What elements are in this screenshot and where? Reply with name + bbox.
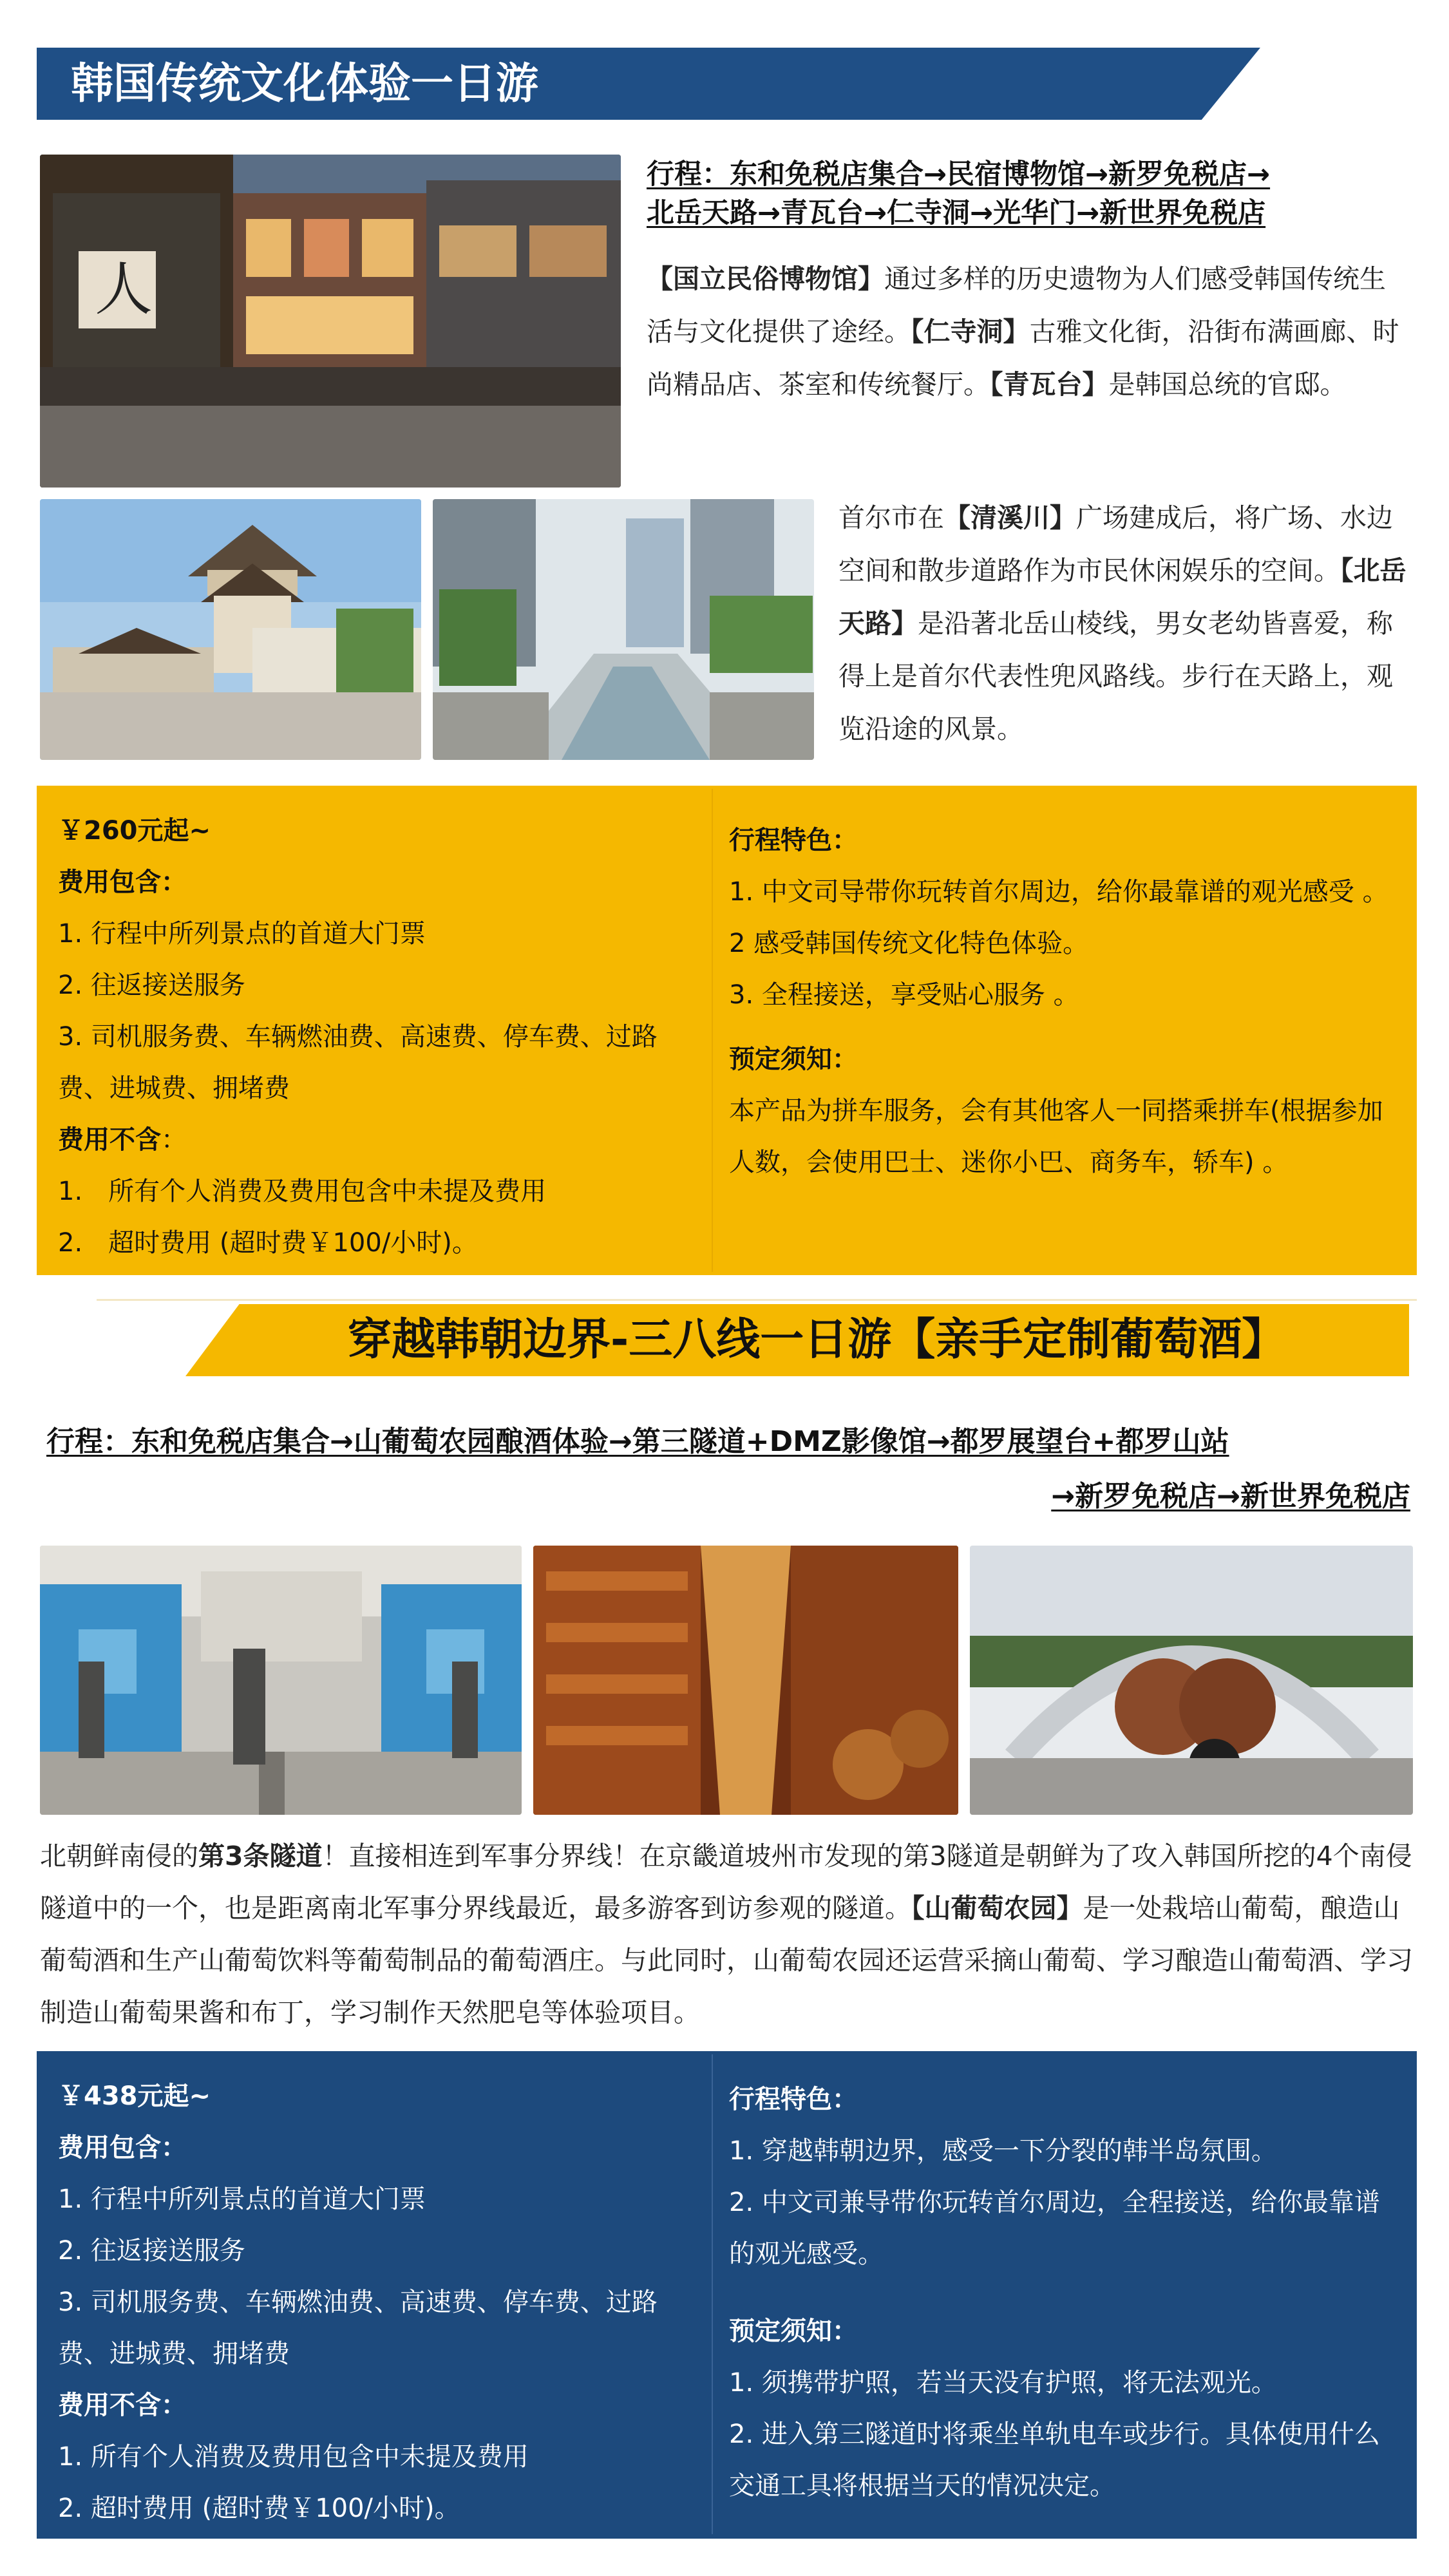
section1-features-title: 行程特色： (729, 826, 858, 855)
intro2-text-a: 首尔市在 (838, 502, 944, 533)
intro2-bugak-skyway: 【北岳天路】 (838, 555, 1406, 639)
section2-include-item: 3. 司机服务费、车辆燃油费、高速费、停车费、过路费、进城费、拥堵费 (58, 2287, 658, 2369)
section2-divider (712, 2054, 713, 2534)
photo-third-tunnel-sculpture (970, 1546, 1413, 1815)
section1-title: 韩国传统文化体验一日游 (71, 59, 538, 108)
section2-top-rule (97, 1299, 1417, 1301)
intro-text-c: 是韩国总统的官邸。 (1108, 369, 1347, 400)
photo-cheonggyecheon (433, 499, 814, 760)
section1-route-line1: 行程：东和免税店集合→民宿博物馆→新罗免税店→ (647, 158, 1271, 191)
section2-feature-item: 2. 中文司兼导带你玩转首尔周边，全程接送，给你最靠谱的观光感受。 (729, 2188, 1380, 2269)
section2-include-item: 2. 往返接送服务 (58, 2236, 245, 2266)
section1-include-item: 3. 司机服务费、车辆燃油费、高速费、停车费、过路费、进城费、拥堵费 (58, 1022, 658, 1103)
section2-route-line2: →新罗免税店→新世界免税店 (1051, 1480, 1410, 1513)
intro2-cheonggyecheon: 【清溪川】 (944, 502, 1076, 533)
section1-intro (647, 252, 1406, 411)
intro2-text-b: 广场建成后，将广场、水边空间和散步道路作为市民休闲娱乐的空间。 (838, 502, 1393, 586)
section1-exclude-item: 1. 所有个人消费及费用包含中未提及费用 (58, 1177, 547, 1206)
intro-bluehouse: 【青瓦台】 (990, 369, 1109, 400)
section2-excludes-title: 费用不含： (58, 2391, 187, 2420)
section2-route-line1: 行程：东和免税店集合→山葡萄农园酿酒体验→第三隧道+DMZ影像馆→都罗展望台+都罗山站 (46, 1425, 1229, 1458)
intro-insadong: 【仁寺洞】 (911, 316, 1030, 347)
section1-feature-item: 2 感受韩国传统文化特色体验。 (729, 929, 1089, 958)
photo-wine-cellar (533, 1546, 958, 1815)
intro2-text-c: 是沿著北岳山棱线，男女老幼皆喜爱，称得上是首尔代表性兜风路线。步行在天路上，观览沿途的风景。 (838, 608, 1393, 744)
section1-includes-title: 费用包含： (58, 867, 187, 897)
section1-left-col (58, 805, 696, 1269)
section1-feature-item: 1. 中文司导带你玩转首尔周边，给你最靠谱的观光感受 。 (729, 877, 1388, 907)
section1-price: ￥260元起~ (58, 816, 211, 846)
section2-price: ￥438元起~ (58, 2081, 211, 2111)
section1-feature-item: 3. 全程接送，享受贴心服务 。 (729, 980, 1079, 1010)
section2-title: 穿越韩朝边界-三八线一日游【亲手定制葡萄酒】 (348, 1314, 1286, 1365)
photo-insadong (40, 155, 621, 488)
section1-notice-title: 预定须知： (729, 1045, 858, 1074)
section2-includes-title: 费用包含： (58, 2133, 187, 2163)
desc-third-tunnel: 第3条隧道 (198, 1841, 323, 1871)
section2-include-item: 1. 行程中所列景点的首道大门票 (58, 2184, 426, 2214)
section1-include-item: 2. 往返接送服务 (58, 971, 245, 1000)
section2-feature-item: 1. 穿越韩朝边界，感受一下分裂的韩半岛氛围。 (729, 2136, 1277, 2166)
photo-folk-museum (40, 499, 421, 760)
section2-exclude-item: 2. 超时费用 (超时费￥100/小时)。 (58, 2494, 460, 2523)
intro-text-b: 古雅文化街，沿街布满画廊、时尚精品店、茶室和传统餐厅。 (647, 316, 1399, 400)
section1-notice-text: 本产品为拼车服务，会有其他客人一同搭乘拼车(根据参加人数，会使用巴士、迷你小巴、商务车，轿车) 。 (729, 1096, 1383, 1177)
section1-right-col (729, 815, 1399, 1188)
section1-excludes-colon: ： (161, 1125, 187, 1155)
intro-text-a: 通过多样的历史遗物为人们感受韩国传统生活与文化提供了途经。 (647, 263, 1386, 347)
section2-right-col (729, 2074, 1399, 2512)
section2-notice-title: 预定须知： (729, 2316, 858, 2346)
section2-exclude-item: 1. 所有个人消费及费用包含中未提及费用 (58, 2442, 529, 2472)
section1-exclude-item: 2. 超时费用 (超时费￥100/小时)。 (58, 1228, 478, 1258)
section2-desc (40, 1830, 1418, 2039)
desc-text-b: ！直接相连到军事分界线！在京畿道坡州市发现的第3隧道是朝鲜为了攻入韩国所挖的4个南侵隧道中的一个，也是距离南北军事分界线最近，最多游客到访参观的隧道。 (40, 1841, 1412, 1924)
section1-intro2 (838, 491, 1418, 755)
desc-grape-farm: 【山葡萄农园】 (911, 1893, 1083, 1924)
section1-include-item: 1. 行程中所列景点的首道大门票 (58, 919, 426, 949)
svg-text:人: 人 (95, 256, 153, 323)
desc-text-a: 北朝鲜南侵的 (40, 1841, 198, 1871)
photo-jsa-panmunjom (40, 1546, 522, 1815)
intro-folk-museum: 【国立民俗博物馆】 (647, 263, 884, 294)
section1-divider (712, 789, 713, 1272)
desc-text-c: 是一处栽培山葡萄，酿造山葡萄酒和生产山葡萄饮料等葡萄制品的葡萄酒庄。与此同时，山葡萄农园还运营采摘山葡萄、学习酿造山葡萄酒、学习制造山葡萄果酱和布丁，学习制作天然肥皂等体验项目。 (40, 1893, 1413, 2028)
section2-features-title: 行程特色： (729, 2085, 858, 2114)
section1-route-line2: 北岳天路→青瓦台→仁寺洞→光华门→新世界免税店 (647, 197, 1266, 229)
section2-notice-item: 2. 进入第三隧道时将乘坐单轨电车或步行。具体使用什么交通工具将根据当天的情况决定。 (729, 2420, 1380, 2501)
section2-notice-item: 1. 须携带护照，若当天没有护照，将无法观光。 (729, 2368, 1277, 2398)
section2-left-col (58, 2070, 696, 2534)
section1-excludes-title: 费用不含 (58, 1125, 161, 1155)
